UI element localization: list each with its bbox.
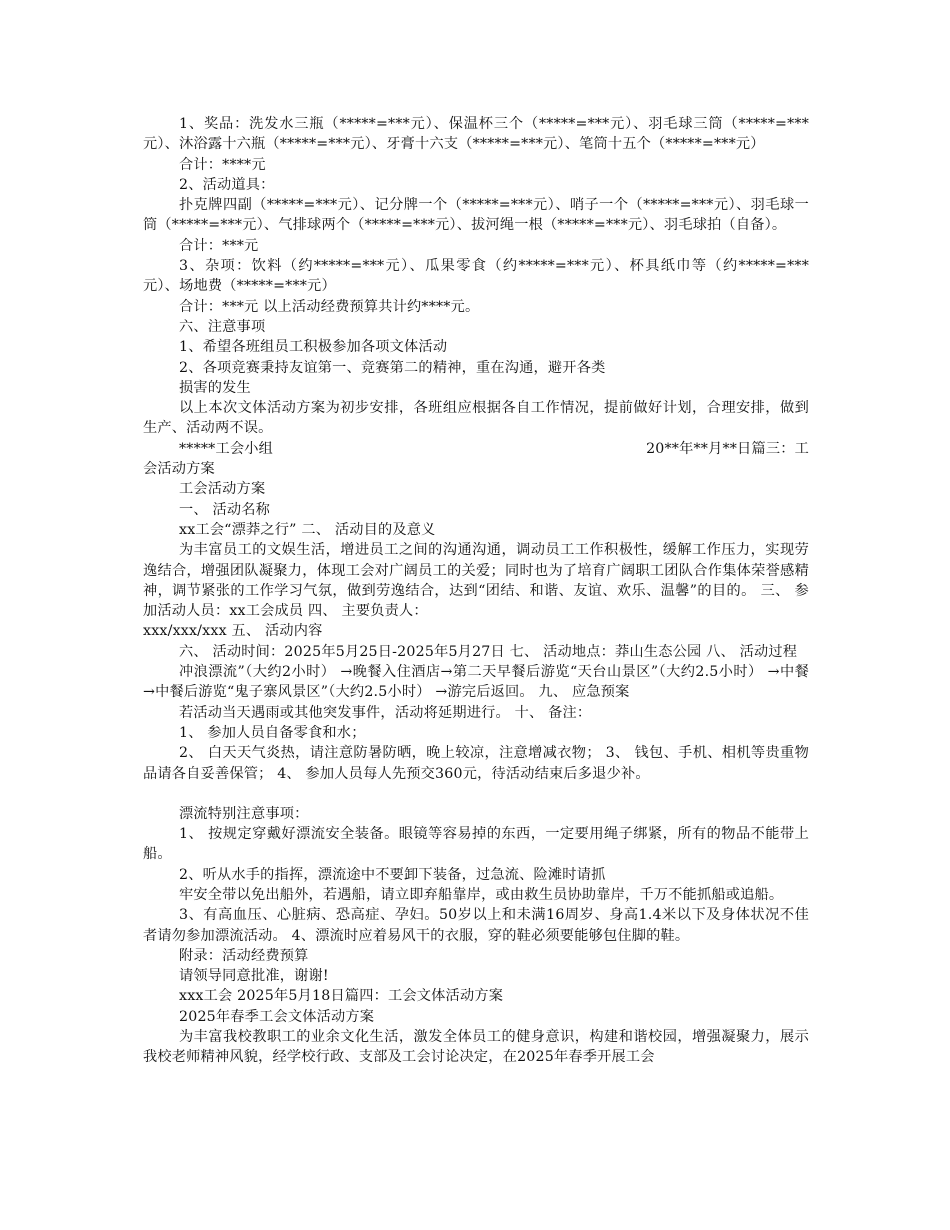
rafting-note-1: 1、 按规定穿戴好漂流安全装备。眼镜等容易掉的东西，一定要用绳子绑紧，所有的物品不能带上船。 (143, 826, 809, 863)
rafting-notes-heading: 漂流特别注意事项： (179, 805, 309, 822)
union-date-line: xxx工会 2025年5月18日篇四：工会文体活动方案 (179, 988, 504, 1005)
contingency-paragraph: 若活动当天遇雨或其他突发事件，活动将延期进行。 十、 备注： (179, 704, 592, 721)
prize-total: 合计：****元 (179, 156, 266, 173)
notes-item-1: 1、希望各班组员工积极参加各项文体活动 (179, 339, 448, 356)
misc-total: 合计：***元 以上活动经费预算共计约****元。 (179, 298, 480, 315)
appendix-line: 附录：活动经费预算 (179, 947, 309, 964)
section-title: 工会活动方案 (179, 481, 266, 498)
remark-items-2-4: 2、 白天天气炎热，请注意防暑防晒，晚上较凉，注意增减衣物； 3、 钱包、手机、相机等贵重物品请各自妥善保管； 4、 参加人员每人先预交360元，待活动结束后多退少补。 (143, 745, 809, 782)
props-total: 合计：***元 (179, 237, 259, 254)
signature-date: 20**年**月**日篇三：工 (646, 440, 809, 457)
itinerary-paragraph: 冲浪漂流”（大约2小时） →晚餐入住酒店→第二天早餐后游览“天台山景区”（大约2.5小时） →中餐→中餐后游览“鬼子寨风景区”（大约2.5小时） →游完后返回。 九、 应急预案 (143, 664, 809, 701)
approval-request: 请领导同意批准，谢谢! (179, 968, 329, 985)
prize-list-paragraph: 1、奖品：洗发水三瓶（*****=***元）、保温杯三个（*****=***元）、羽毛球三筒（*****=***元）、沐浴露十六瓶（*****=***元）、牙膏十六支（*****=***元）、笔筒十五个（*****=***元） (143, 116, 809, 153)
notes-item-2: 2、各项竞赛秉持友谊第一、竞赛第二的精神，重在沟通，避开各类 (179, 359, 606, 376)
responsible-persons: xxx/xxx/xxx 五、 活动内容 (143, 623, 323, 640)
notes-item-2-continued: 损害的发生 (179, 379, 251, 396)
rafting-note-2: 2、听从水手的指挥，漂流途中不要卸下装备，过急流、险滩时请抓 (179, 866, 606, 883)
activity-name-heading: 一、 活动名称 (179, 501, 271, 518)
purpose-paragraph: 为丰富员工的文娱生活，增进员工之间的沟通沟通，调动员工工作积极性，缓解工作压力，实现劳逸结合，增强团队凝聚力，体现工会对广阔员工的关爱；同时也为了培育广阔职工团队合作集体荣誉感精神，调节紧张的工作学习气氛，做到劳逸结合，达到“团结、和谐、友谊、欢乐、温馨”的目的。 三、 参加活动人员：xx工会成员 四、 主要负责人： (143, 542, 809, 620)
paragraph-gap (143, 784, 809, 804)
signature-line (143, 439, 809, 459)
props-list-paragraph: 扑克牌四副（*****=***元）、记分牌一个（*****=***元）、哨子一个（*****=***元）、羽毛球一筒（*****=***元）、气排球两个（*****=***元）、拔河绳一根（*****=***元）、羽毛球拍（自备）。 (143, 197, 809, 234)
closing-paragraph: 以上本次文体活动方案为初步安排，各班组应根据各自工作情况，提前做好计划，合理安排，做到生产、活动两不误。 (143, 400, 809, 437)
notes-heading: 六、注意事项 (179, 318, 266, 335)
time-location-paragraph: 六、 活动时间：2025年5月25日-2025年5月27日 七、 活动地点：莽山生态公园 八、 活动过程 (179, 643, 798, 660)
rafting-note-3-4: 3、有高血压、心脏病、恐高症、孕妇。50岁以上和未满16周岁、身高1.4米以下及身体状况不佳者请勿参加漂流活动。 4、漂流时应着易风干的衣服，穿的鞋必须要能够包住脚的鞋。 (143, 907, 809, 944)
activity-name: xx工会“漂莽之行” 二、 活动目的及意义 (179, 521, 436, 538)
spring-plan-title: 2025年春季工会文体活动方案 (179, 1008, 375, 1025)
spring-plan-intro: 为丰富我校教职工的业余文化生活，激发全体员工的健身意识，构建和谐校园，增强凝聚力，展示我校老师精神风貌，经学校行政、支部及工会讨论决定，在2025年春季开展工会 (143, 1029, 809, 1066)
props-heading: 2、活动道具： (179, 176, 275, 193)
signature-org: *****工会小组 (179, 440, 274, 457)
remark-item-1: 1、 参加人员自备零食和水； (179, 724, 366, 741)
document-body (143, 114, 809, 1068)
rafting-note-2-continued: 牢安全带以免出船外，若遇船，请立即弃船靠岸，或由救生员协助靠岸，千万不能抓船或追船。 (179, 886, 784, 903)
section-title-continued: 会活动方案 (143, 461, 215, 478)
misc-list-paragraph: 3、杂项：饮料（约*****=***元）、瓜果零食（约*****=***元）、杯具纸巾等（约*****=***元）、场地费（*****=***元） (143, 258, 809, 295)
